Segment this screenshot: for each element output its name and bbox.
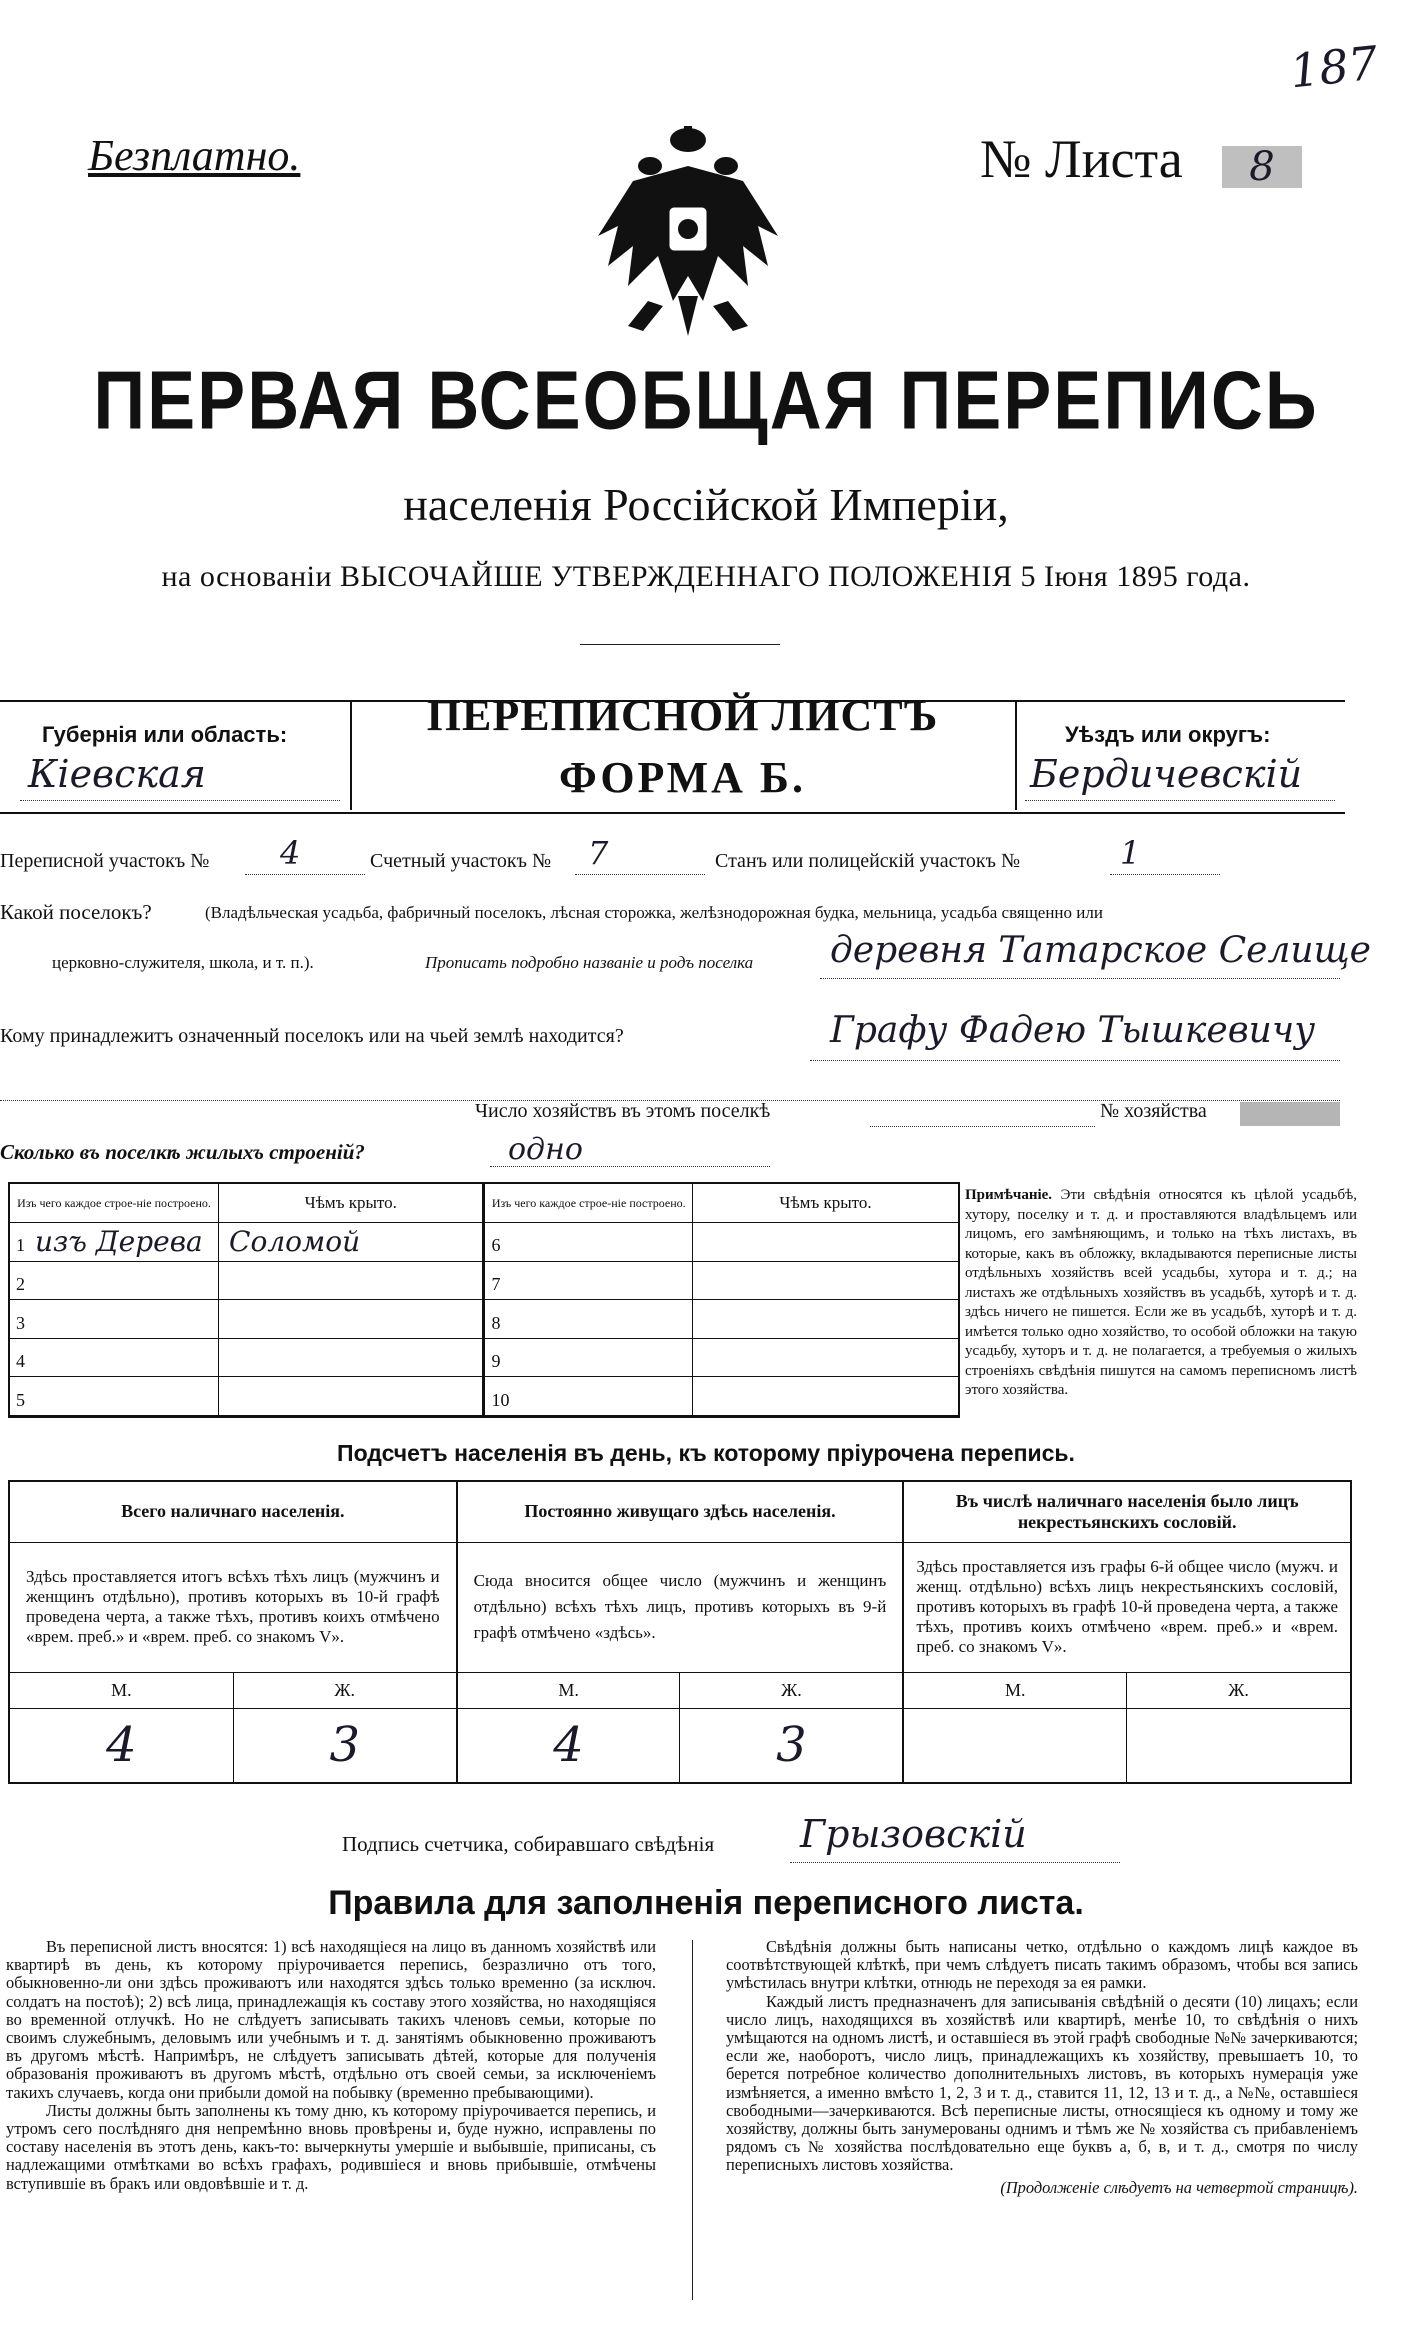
gubernia-value: Кіевская bbox=[28, 752, 206, 796]
settlement-hint-3: Прописать подробно названіе и родъ поселка bbox=[425, 953, 754, 972]
building-roof-cell bbox=[219, 1300, 484, 1339]
tally-value-5 bbox=[903, 1708, 1126, 1782]
household-no-redacted bbox=[1240, 1102, 1340, 1126]
building-material-cell bbox=[484, 1377, 693, 1416]
owner-question: Кому принадлежитъ означенный поселокъ или на чьей землѣ находится? bbox=[0, 1025, 624, 1047]
tally-f-1: Ж. bbox=[233, 1672, 456, 1708]
buildings-table-row bbox=[10, 1261, 958, 1300]
building-roof-cell: Соломой bbox=[219, 1223, 484, 1262]
sheet-number-label: № Листа bbox=[980, 129, 1183, 189]
owner-value: Графу Фадею Тышкевичу bbox=[830, 1010, 1316, 1051]
note-block bbox=[965, 1186, 1357, 1401]
tally-heading: Подсчетъ населенія въ день, къ которому пріурочена перепись. bbox=[337, 1440, 1075, 1466]
tally-value-6 bbox=[1127, 1708, 1350, 1782]
col-built-header-2: Изъ чего каждое строе-ніе построено. bbox=[484, 1184, 693, 1223]
signature-value: Грызовскій bbox=[800, 1812, 1027, 1856]
building-roof-cell bbox=[219, 1338, 484, 1377]
building-number: 3 bbox=[16, 1312, 25, 1333]
stan-line bbox=[1110, 874, 1220, 875]
form-name: ФОРМА Б. bbox=[559, 753, 806, 802]
building-roof-cell bbox=[219, 1377, 484, 1416]
tally-m-2: М. bbox=[457, 1672, 680, 1708]
building-material-cell bbox=[10, 1300, 219, 1339]
col-roof-header-2: Чѣмъ крыто. bbox=[693, 1184, 958, 1223]
signature-line bbox=[790, 1862, 1120, 1863]
building-material-cell bbox=[10, 1338, 219, 1377]
col-roof-header: Чѣмъ крыто. bbox=[219, 1184, 484, 1223]
count-district-value: 7 bbox=[588, 834, 609, 872]
building-number: 8 bbox=[491, 1312, 501, 1333]
settlement-question: Какой поселокъ? bbox=[0, 900, 152, 924]
census-district-label: Переписной участокъ № bbox=[0, 850, 210, 872]
settlement-hint-1: (Владѣльческая усадьба, фабричный поселокъ, лѣсная сторожка, желѣзнодорожная будка, мельница, усадьба священно или bbox=[205, 903, 1103, 922]
tally-col2-title: Постоянно живущаго здѣсь населенія. bbox=[457, 1482, 904, 1542]
buildings-question: Сколько въ поселкѣ жилыхъ строеній? bbox=[0, 1140, 365, 1164]
form-title: ПЕРЕПИСНОЙ ЛИСТЪ bbox=[426, 691, 939, 740]
building-roof-cell bbox=[693, 1261, 958, 1300]
buildings-table bbox=[8, 1182, 960, 1418]
households-label: Число хозяйствъ въ этомъ поселкѣ bbox=[475, 1100, 771, 1122]
tally-col3-text: Здѣсь проставляется изъ графы 6-й общее число (мужч. и женщ. отдѣльно) всѣхъ лицъ некрестьянскихъ сословій, противъ которыхъ въ графѣ 10-й проведена черта, а также тѣхъ, противъ коихъ отмѣчено «врем. преб.» и «врем. преб. со знакомъ V». bbox=[903, 1542, 1350, 1672]
buildings-table-row bbox=[10, 1223, 958, 1262]
tally-col3-title: Въ числѣ наличнаго населенія было лицъ некрестьянскихъ сословій. bbox=[903, 1482, 1350, 1542]
basis-line: на основаніи ВЫСОЧАЙШЕ УТВЕРЖДЕННАГО ПОЛОЖЕНІЯ 5 Іюня 1895 года. bbox=[161, 560, 1251, 593]
form-header-right-divider bbox=[1015, 700, 1017, 810]
building-material-cell bbox=[484, 1338, 693, 1377]
free-label: Безплатно. bbox=[88, 131, 301, 180]
rules-left-p2: Листы должны быть заполнены къ тому дню, къ которому пріурочивается перепись, и утромъ сего послѣдняго дня непремѣнно вновь провѣрены и, буде нужно, исправлены по составу населенія въ этотъ день, какъ-то: вычеркнуты умершіе и выбывшіе, приписаны, съ надлежащими отмѣтками во всѣхъ графахъ, родившіеся и вновь прибывшіе, отмѣчены вступившіе въ бракъ или овдовѣвшіе и т. д. bbox=[6, 2100, 656, 2193]
census-district-value: 4 bbox=[280, 834, 301, 872]
imperial-eagle-emblem bbox=[588, 126, 788, 341]
uezd-line bbox=[1025, 800, 1335, 801]
rules-heading: Правила для заполненія переписного листа. bbox=[328, 1884, 1084, 1922]
tally-value-2: 3 bbox=[233, 1708, 456, 1782]
building-roof-cell bbox=[219, 1261, 484, 1300]
rules-right-p1: Свѣдѣнія должны быть написаны четко, отдѣльно о каждомъ лицѣ каждое въ соотвѣтствующей клѣткѣ, при чемъ слѣдуетъ писать такимъ образомъ, чтобы вся запись умѣстилась внутри клѣтки, отнюдь не переходя за ея рамки. bbox=[726, 1937, 1358, 1993]
building-number: 2 bbox=[16, 1273, 25, 1294]
buildings-table-row bbox=[10, 1338, 958, 1377]
rules-continued: (Продолженіе слѣдуетъ на четвертой страницѣ). bbox=[1000, 2177, 1358, 2197]
building-material-cell bbox=[484, 1223, 693, 1262]
building-number: 7 bbox=[491, 1273, 501, 1294]
building-number: 4 bbox=[16, 1351, 25, 1372]
note-text: Эти свѣдѣнія относятся къ цѣлой усадьбѣ, хутору, поселку и т. д. и проставляются владѣльцемъ или лицомъ, его замѣняющимъ, и только на тѣхъ листахъ, въ которые, какъ въ обложку, вкладываются переписные листы отдѣльныхъ хозяйствъ всей усадьбы, хутора и т. д.; на листахъ же отдѣльныхъ хозяйствъ въ усадьбѣ, хуторѣ и т. д. здѣсь ничего не пишется. Если же въ усадьбѣ, хуторѣ и т. д. имѣется только одно хозяйство, то особой обложки на такую усадьбу, хуторъ и т. д. не полагается, а требуемыя о жилыхъ строеніяхъ свѣдѣнія пишутся на самомъ переписномъ листѣ этого хозяйства. bbox=[965, 1187, 1358, 1398]
buildings-value: одно bbox=[508, 1132, 583, 1167]
building-material-cell bbox=[10, 1261, 219, 1300]
sheet-number-value: 8 bbox=[1222, 146, 1302, 188]
note-head: Примѣчаніе. bbox=[965, 1187, 1053, 1203]
tally-value-3: 4 bbox=[457, 1708, 680, 1782]
title-divider bbox=[580, 644, 780, 645]
tally-value-1: 4 bbox=[10, 1708, 233, 1782]
signature-label: Подпись счетчика, собиравшаго свѣдѣнія bbox=[342, 1832, 715, 1856]
settlement-value: деревня Татарское Селище bbox=[830, 930, 1371, 971]
uezd-value: Бердичевскій bbox=[1030, 752, 1303, 796]
building-number: 9 bbox=[491, 1351, 501, 1372]
buildings-table-row bbox=[10, 1377, 958, 1416]
main-title: ПЕРВАЯ ВСЕОБЩАЯ ПЕРЕПИСЬ bbox=[93, 355, 1319, 447]
owner-line bbox=[810, 1060, 1340, 1061]
tally-f-2: Ж. bbox=[680, 1672, 903, 1708]
building-roof-cell bbox=[693, 1338, 958, 1377]
building-material-cell bbox=[10, 1223, 219, 1262]
tally-col2-text: Сюда вносится общее число (мужчинъ и женщинъ отдѣльно) всѣхъ тѣхъ лицъ, противъ которыхъ въ 9-й графѣ отмѣчено «здѣсь». bbox=[457, 1542, 904, 1672]
tally-value-4: 3 bbox=[680, 1708, 903, 1782]
settlement-line bbox=[820, 978, 1340, 979]
rules-right-p2: Каждый листъ предназначенъ для записыванія свѣдѣній о десяти (10) лицахъ; если число лицъ, находящихся въ хозяйствѣ или квартирѣ, менѣе 10, то свѣдѣнія о нихъ умѣщаются на одномъ листѣ, и оставшіеся въ этой графѣ свободные №№ зачеркиваются; если же, наоборотъ, число лицъ, принадлежащихъ къ хозяйству, превышаетъ 10, то берется потребное количество дополнительныхъ листовъ, въ которыхъ нумерація уже измѣняется, а именно вмѣсто 1, 2, 3 и т. д., ставится 11, 12, 13 и т. д., а №№, оставшіеся свободными—зачеркиваются. Всѣ переписные листы, относящіеся къ одному и тому же хозяйству, должны быть занумерованы однимъ и тѣмъ же № хозяйства съ прибавленіемъ рядомъ съ № хозяйства послѣдовательно еще буквъ а, б, в, и т. д., смотря по числу переписныхъ листовъ хозяйства. bbox=[726, 1991, 1358, 2175]
gubernia-label: Губернія или область: bbox=[42, 722, 288, 747]
tally-f-3: Ж. bbox=[1127, 1672, 1350, 1708]
tally-m-3: М. bbox=[903, 1672, 1126, 1708]
rules-column-divider bbox=[692, 1940, 693, 2300]
tally-m-1: М. bbox=[10, 1672, 233, 1708]
buildings-table-row bbox=[10, 1300, 958, 1339]
building-number: 10 bbox=[491, 1389, 510, 1410]
settlement-hint-2: церковно-служителя, школа, и т. п.). bbox=[52, 953, 314, 972]
rules-left-column bbox=[6, 1938, 656, 2193]
building-material-cell bbox=[10, 1377, 219, 1416]
households-line bbox=[870, 1126, 1095, 1127]
rules-left-p1: Въ переписной листъ вносятся: 1) всѣ находящіеся на лицо въ данномъ хозяйствѣ или квартирѣ въ день, къ которому пріурочивается перепись, безразлично отъ того, обыкновенно-ли они здѣсь проживаютъ или находятся здѣсь только временно (за исключ. солдатъ на постоѣ); 2) всѣ лица, принадлежащія къ составу этого хозяйства, но находящіяся во временной отлучкѣ. Но не слѣдуетъ записывать такихъ членовъ семьи, которые по своимъ служебнымъ, деловымъ или учебнымъ и т. д. занятіямъ обыкновенно проживаютъ въ другомъ мѣстѣ. Напримѣръ, не слѣдуетъ записывать дѣтей, которые для полученія образованія проживаютъ въ другомъ мѣстѣ, отдѣльно отъ своей семьи, за исключеніемъ такихъ случаевъ, когда они прибыли домой на побывку (временно пребывающими). bbox=[6, 1937, 656, 2102]
tally-table bbox=[8, 1480, 1352, 1784]
building-number: 6 bbox=[491, 1235, 501, 1256]
building-number: 1 bbox=[16, 1235, 25, 1256]
building-roof-cell bbox=[693, 1223, 958, 1262]
building-material-cell bbox=[484, 1300, 693, 1339]
buildings-line bbox=[490, 1166, 770, 1167]
building-material-cell bbox=[484, 1261, 693, 1300]
gubernia-line bbox=[20, 800, 340, 801]
stan-label: Станъ или полицейскій участокъ № bbox=[715, 850, 1021, 872]
uezd-label: Уѣздъ или округъ: bbox=[1065, 722, 1271, 747]
building-roof-cell bbox=[693, 1300, 958, 1339]
col-built-header: Изъ чего каждое строе-ніе построено. bbox=[10, 1184, 219, 1223]
subtitle: населенія Россійской Имперіи, bbox=[403, 479, 1009, 530]
tally-col1-title: Всего наличнаго населенія. bbox=[10, 1482, 457, 1542]
tally-col1-text: Здѣсь проставляется итогъ всѣхъ тѣхъ лицъ (мужчинъ и женщинъ отдѣльно), противъ которыхъ въ 10-й графѣ проведена черта, а также тѣхъ, противъ коихъ отмѣчено «врем. преб.» и «врем. преб. со знакомъ V». bbox=[10, 1542, 457, 1672]
census-district-line bbox=[245, 874, 365, 875]
household-no-label: № хозяйства bbox=[1100, 1100, 1207, 1122]
building-number: 5 bbox=[16, 1389, 25, 1410]
building-material-value: изъ Дерева bbox=[35, 1225, 203, 1259]
rules-right-column bbox=[726, 1938, 1358, 2197]
stan-value: 1 bbox=[1120, 834, 1141, 872]
building-roof-cell bbox=[693, 1377, 958, 1416]
count-district-line bbox=[575, 874, 705, 875]
corner-mark: 187 bbox=[1287, 35, 1381, 99]
count-district-label: Счетный участокъ № bbox=[370, 850, 552, 872]
